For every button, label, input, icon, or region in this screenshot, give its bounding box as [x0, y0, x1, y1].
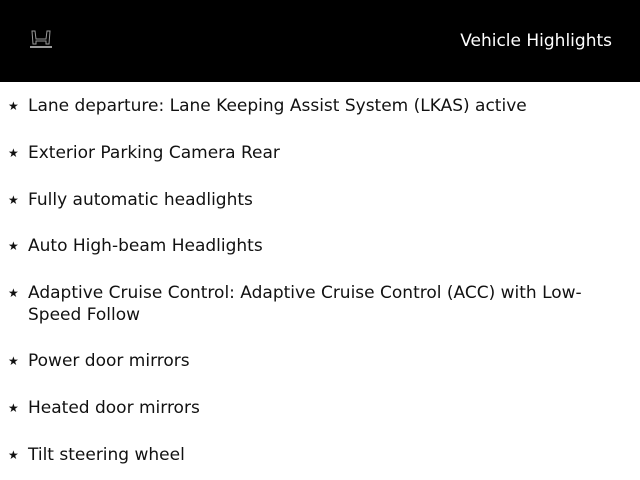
list-item-label: Power door mirrors: [28, 351, 190, 371]
star-icon: ★: [8, 239, 19, 253]
list-item-label: Auto High-beam Headlights: [28, 236, 263, 256]
list-item-label: Fully automatic headlights: [28, 190, 253, 210]
star-icon: ★: [8, 354, 19, 368]
star-icon: ★: [8, 193, 19, 207]
star-icon: ★: [8, 146, 19, 160]
header-bar: [0, 0, 640, 82]
star-icon: ★: [8, 286, 19, 300]
star-icon: ★: [8, 401, 19, 415]
list-item-label: Exterior Parking Camera Rear: [28, 143, 280, 163]
list-item-label: Adaptive Cruise Control: Adaptive Cruise Control (ACC) with Low-Speed Follow: [28, 283, 582, 325]
list-item-label: Tilt steering wheel: [28, 445, 185, 465]
honda-logo-icon: [27, 28, 55, 50]
page-title: Vehicle Highlights: [460, 31, 612, 51]
star-icon: ★: [8, 99, 19, 113]
list-item-label: Lane departure: Lane Keeping Assist System (LKAS) active: [28, 96, 527, 116]
list-item-label: Heated door mirrors: [28, 398, 200, 418]
star-icon: ★: [8, 448, 19, 462]
